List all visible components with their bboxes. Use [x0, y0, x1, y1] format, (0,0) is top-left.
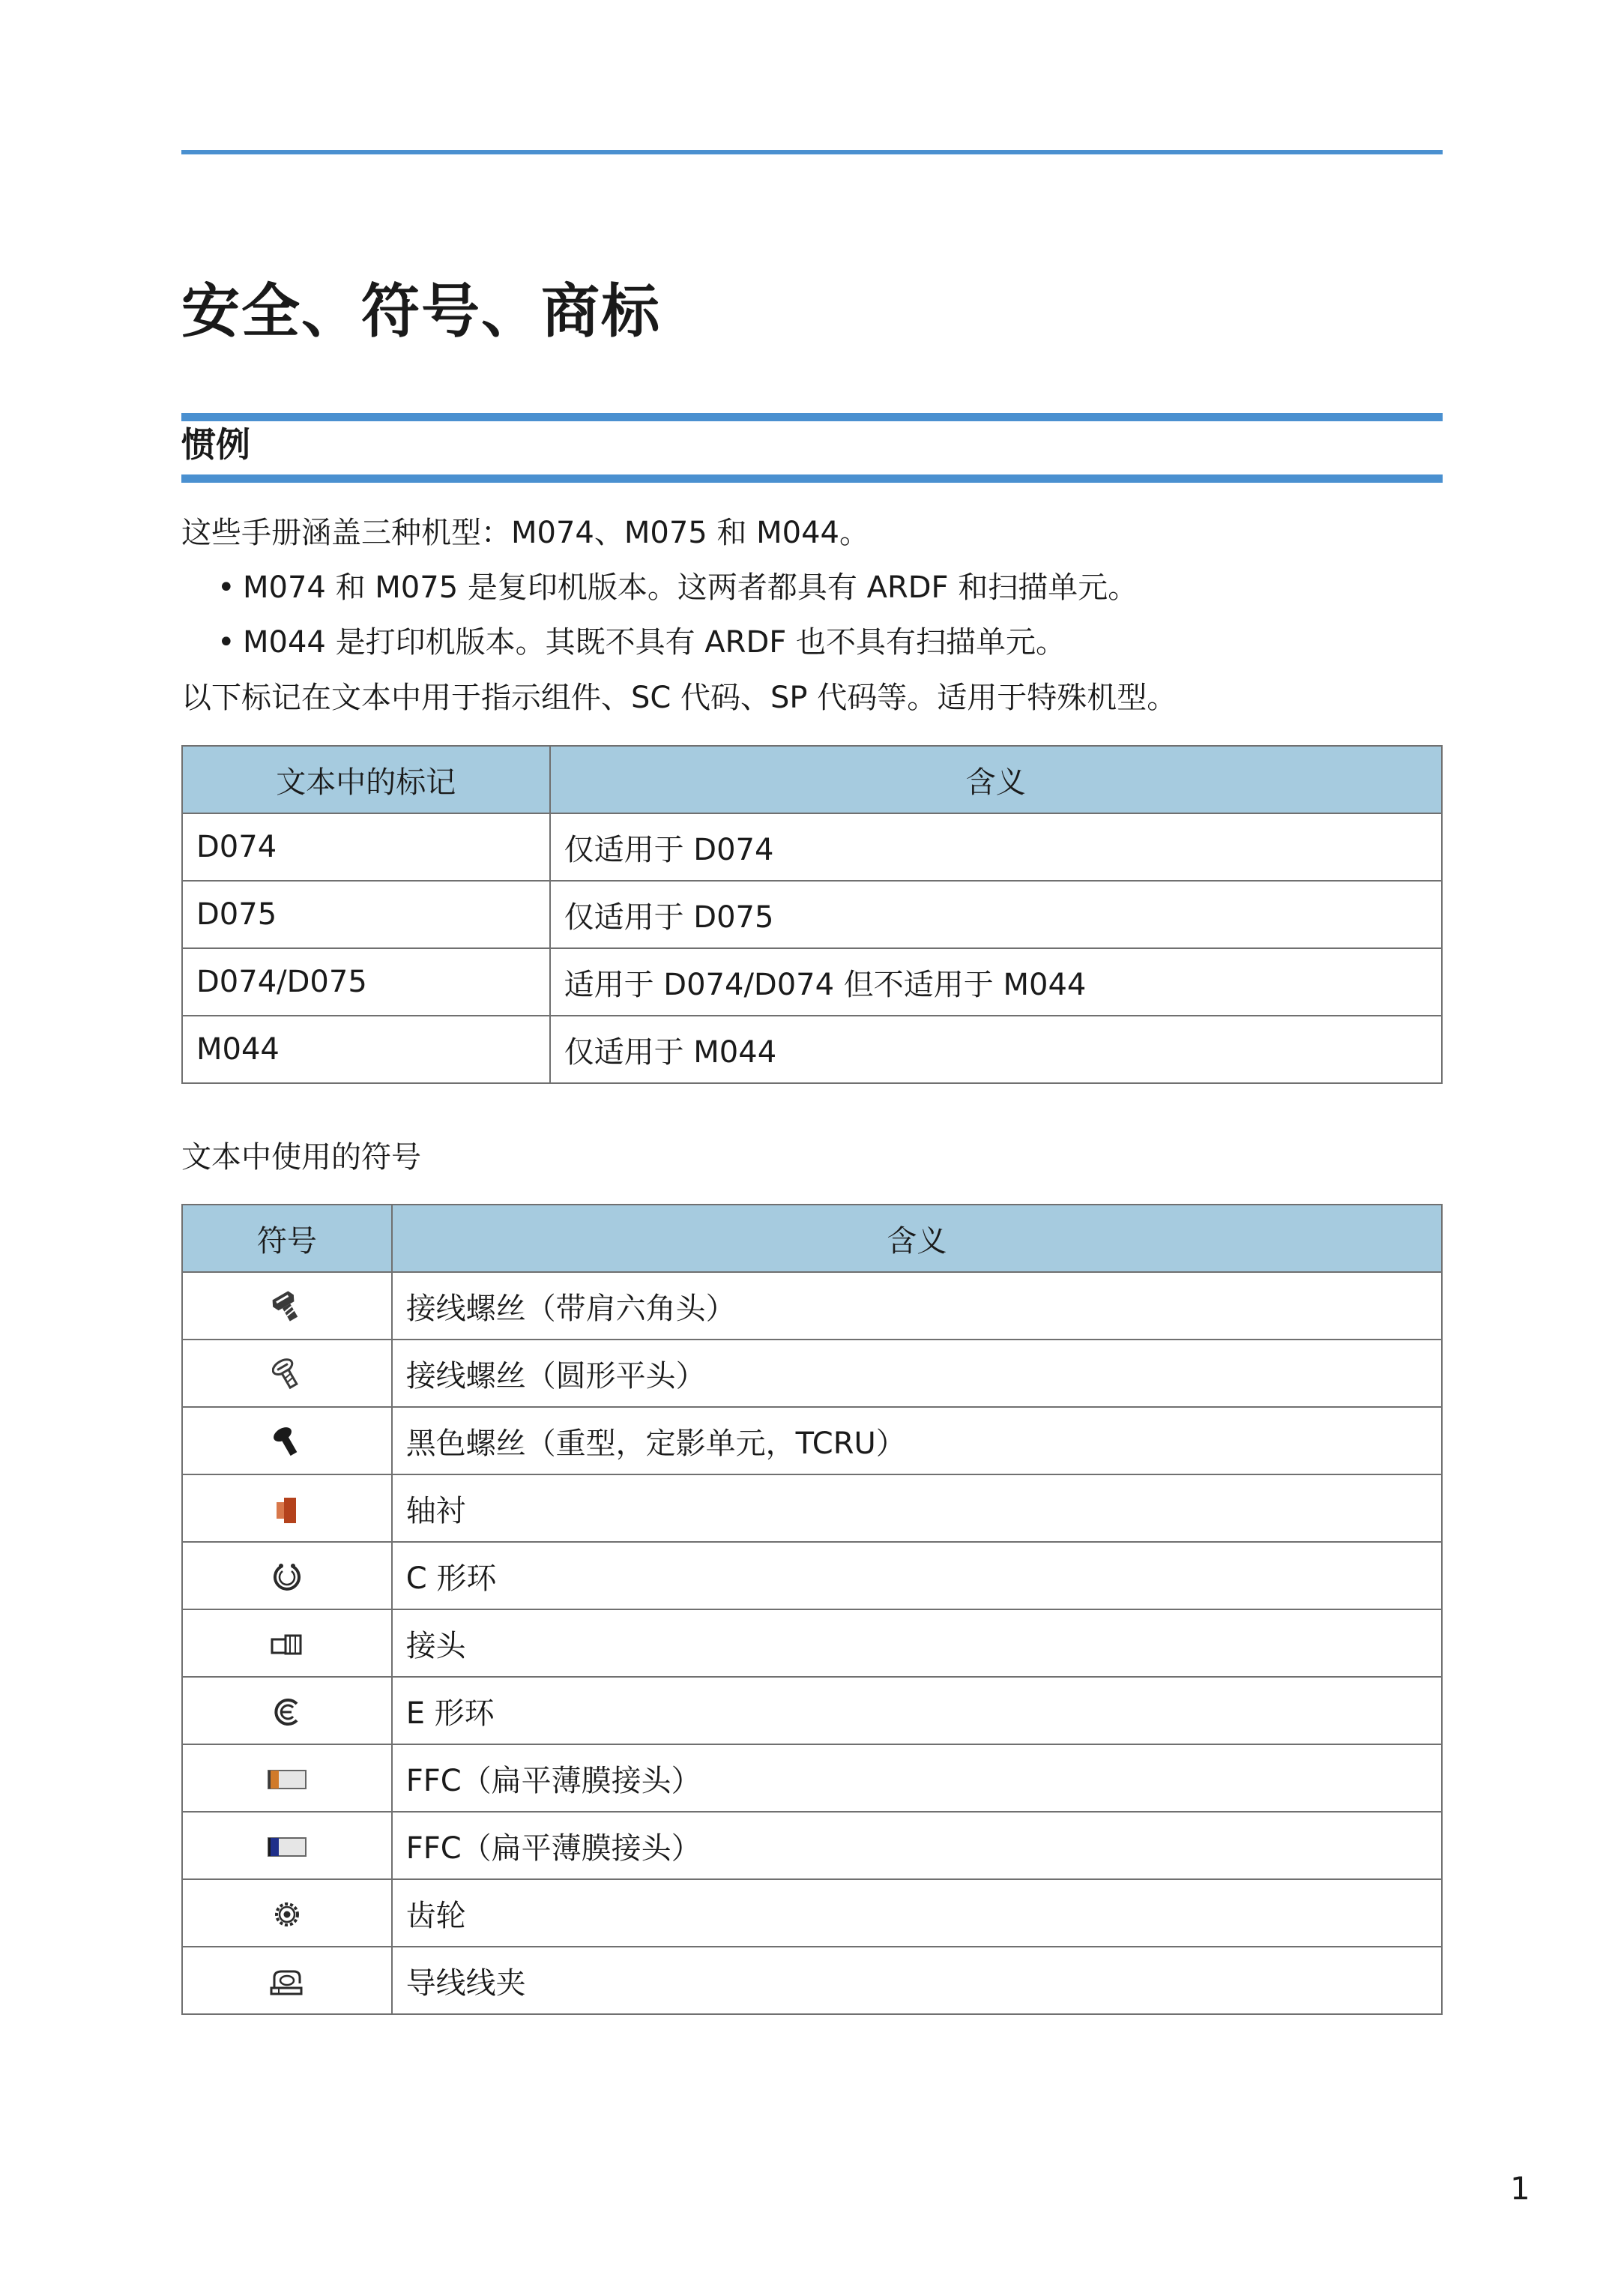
section-rule-top — [181, 413, 1443, 421]
e-ring-icon — [271, 1696, 303, 1728]
mark-cell: D075 — [182, 881, 550, 948]
black-screw-icon — [272, 1426, 302, 1459]
table-row — [182, 1340, 1442, 1407]
meaning-cell: E 形环 — [392, 1677, 1442, 1744]
page-title: 安全、符号、商标 — [181, 278, 662, 346]
mark-cell: M044 — [182, 1016, 550, 1083]
column-header: 文本中的标记 — [182, 746, 550, 813]
meaning-cell: 仅适用于 D074 — [550, 813, 1442, 881]
table-row — [182, 1744, 1442, 1812]
meaning-cell: 仅适用于 D075 — [550, 881, 1442, 948]
connector-icon — [270, 1632, 304, 1657]
table-row — [182, 1812, 1442, 1879]
table-row — [182, 1879, 1442, 1947]
table-row — [182, 813, 1442, 881]
gear-icon — [273, 1900, 301, 1929]
ffc-blue-icon — [267, 1836, 307, 1858]
meaning-cell: 轴衬 — [392, 1474, 1442, 1542]
meaning-cell: 接线螺丝（带肩六角头） — [392, 1272, 1442, 1340]
meaning-cell: 黑色螺丝（重型，定影单元，TCRU） — [392, 1407, 1442, 1474]
marks-table — [181, 745, 1443, 1084]
column-header: 含义 — [550, 746, 1442, 813]
table-row — [182, 1016, 1442, 1083]
table-row — [182, 1542, 1442, 1609]
round-flat-screw-icon — [272, 1358, 302, 1391]
ffc-orange-icon — [267, 1768, 307, 1791]
column-header: 含义 — [392, 1205, 1442, 1272]
table-row — [182, 1677, 1442, 1744]
table-row — [182, 1947, 1442, 2014]
bullet-item — [217, 567, 1138, 609]
table-row — [182, 1474, 1442, 1542]
shoulder-screw-icon — [272, 1291, 302, 1324]
meaning-cell: 接头 — [392, 1609, 1442, 1677]
section-title: 惯例 — [181, 424, 250, 465]
meaning-cell: FFC（扁平薄膜接头） — [392, 1812, 1442, 1879]
bullet-dot: • — [217, 570, 235, 605]
bullet-dot: • — [217, 625, 235, 660]
meaning-cell: 仅适用于 M044 — [550, 1016, 1442, 1083]
marks-intro: 以下标记在文本中用于指示组件、SC 代码、SP 代码等。适用于特殊机型。 — [181, 681, 1177, 715]
intro-paragraph: 这些手册涵盖三种机型：M074、M075 和 M044。 — [181, 516, 870, 550]
table-row — [182, 881, 1442, 948]
table-row — [182, 1407, 1442, 1474]
table-row — [182, 1272, 1442, 1340]
symbols-table — [181, 1204, 1443, 2015]
mark-cell: D074 — [182, 813, 550, 881]
section-rule-bottom — [181, 474, 1443, 483]
table-header-row — [182, 746, 1442, 813]
meaning-cell: 适用于 D074/D074 但不适用于 M044 — [550, 948, 1442, 1016]
meaning-cell: 齿轮 — [392, 1879, 1442, 1947]
meaning-cell: C 形环 — [392, 1542, 1442, 1609]
bullet-text: M074 和 M075 是复印机版本。这两者都具有 ARDF 和扫描单元。 — [243, 570, 1138, 605]
c-ring-icon — [271, 1561, 304, 1594]
page-number: 1 — [1510, 2170, 1530, 2207]
symbols-heading: 文本中使用的符号 — [181, 1140, 421, 1175]
top-rule — [181, 150, 1443, 154]
bullet-item — [217, 621, 1066, 663]
meaning-cell: FFC（扁平薄膜接头） — [392, 1744, 1442, 1812]
column-header: 符号 — [182, 1205, 392, 1272]
bushing-icon — [274, 1495, 301, 1525]
table-header-row — [182, 1205, 1442, 1272]
table-row — [182, 948, 1442, 1016]
meaning-cell: 接线螺丝（圆形平头） — [392, 1340, 1442, 1407]
bullet-text: M044 是打印机版本。其既不具有 ARDF 也不具有扫描单元。 — [243, 625, 1066, 660]
mark-cell: D074/D075 — [182, 948, 550, 1016]
table-row — [182, 1609, 1442, 1677]
harness-clamp-icon — [268, 1967, 306, 1997]
meaning-cell: 导线线夹 — [392, 1947, 1442, 2014]
